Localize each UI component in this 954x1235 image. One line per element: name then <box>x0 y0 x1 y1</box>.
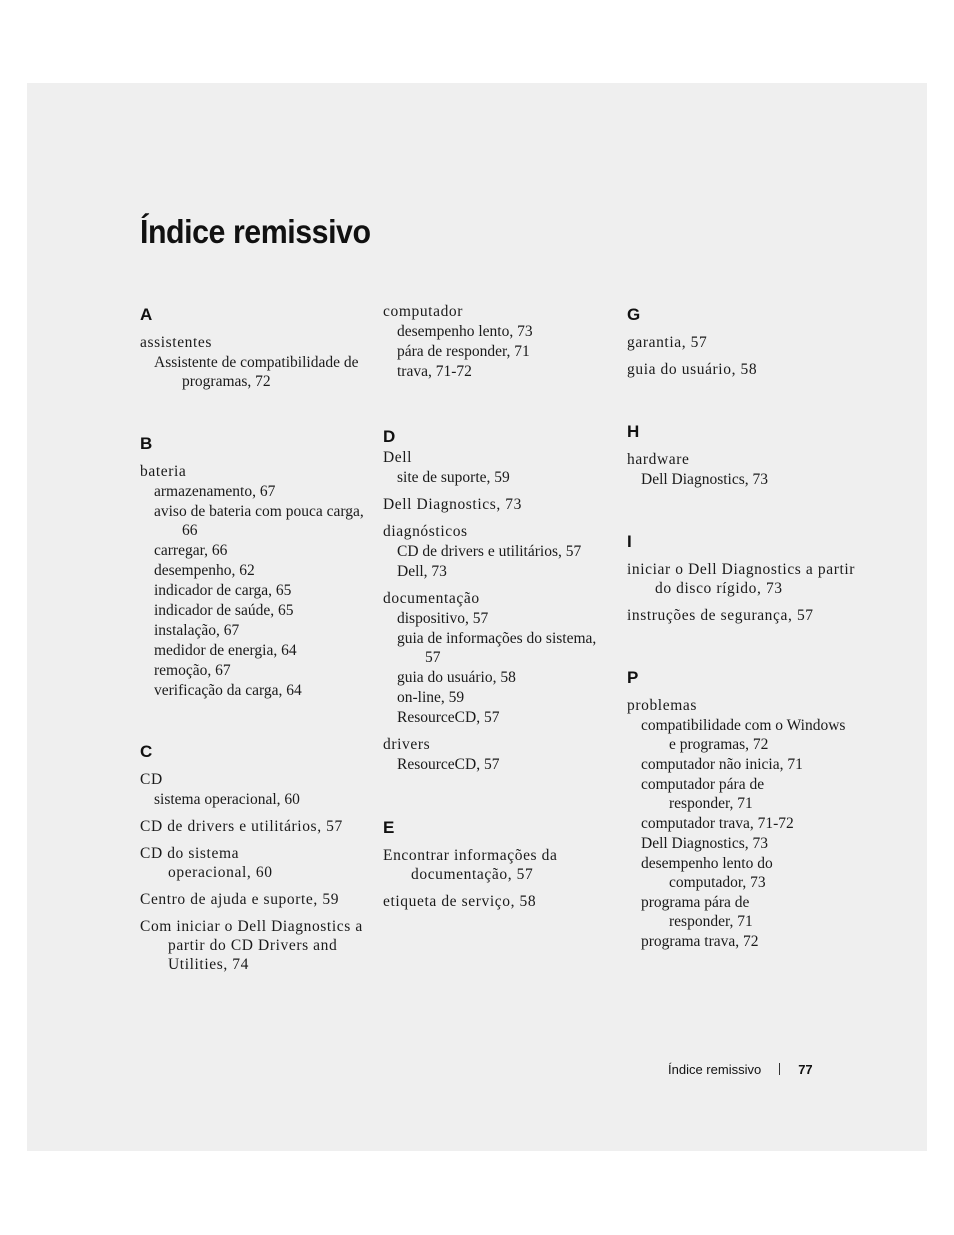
page-footer <box>668 1062 813 1077</box>
index-entry: documentação <box>383 590 480 607</box>
section-heading-p: P <box>627 668 639 687</box>
footer-label: Índice remissivo <box>668 1062 762 1077</box>
index-subentry: indicador de saúde, 65 <box>154 602 294 619</box>
index-subentry: desempenho lento do computador, 73 <box>641 855 773 891</box>
page-number: 77 <box>798 1062 813 1077</box>
index-subentry: computador trava, 71-72 <box>641 815 794 832</box>
index-column-2 <box>383 302 613 911</box>
index-subentry: verificação da carga, 64 <box>154 682 302 699</box>
index-subentry: desempenho lento, 73 <box>397 323 533 340</box>
index-subentry: carregar, 66 <box>154 542 228 559</box>
index-subentry: compatibilidade com o Windows e programas, 72 <box>641 717 846 753</box>
index-subentry: trava, 71-72 <box>397 363 472 380</box>
index-subentry: programa trava, 72 <box>641 933 759 950</box>
index-entry: bateria <box>140 463 187 480</box>
index-subentry: aviso de bateria com pouca carga, 66 <box>154 503 364 539</box>
section-heading-d: D <box>383 427 396 446</box>
index-entry: CD <box>140 771 163 788</box>
index-subentry: Dell Diagnostics, 73 <box>641 835 768 852</box>
index-subentry: on-line, 59 <box>397 689 465 706</box>
index-subentry: sistema operacional, 60 <box>154 791 300 808</box>
index-subentry: Assistente de compatibilidade de programas, 72 <box>154 354 359 390</box>
index-subentry: Dell, 73 <box>397 563 447 580</box>
index-subentry: pára de responder, 71 <box>397 343 530 360</box>
index-entry: guia do usuário, 58 <box>627 361 758 378</box>
index-subentry: computador pára de responder, 71 <box>641 776 765 812</box>
footer-separator <box>779 1063 780 1075</box>
section-heading-h: H <box>627 422 640 441</box>
page-title: Índice remissivo <box>140 213 371 250</box>
index-entry: CD do sistema operacional, 60 <box>140 845 273 881</box>
section-heading-g: G <box>627 305 641 324</box>
index-subentry: medidor de energia, 64 <box>154 642 297 659</box>
index-entry: instruções de segurança, 57 <box>627 607 814 624</box>
index-entry: iniciar o Dell Diagnostics a partir do disco rígido, 73 <box>627 561 856 597</box>
section-heading-c: C <box>140 742 153 761</box>
index-column-3 <box>627 305 857 951</box>
index-entry: Dell <box>383 449 413 466</box>
index-subentry: guia do usuário, 58 <box>397 669 516 686</box>
index-subentry: desempenho, 62 <box>154 562 255 579</box>
index-entry: CD de drivers e utilitários, 57 <box>140 818 343 835</box>
index-entry: drivers <box>383 736 431 753</box>
index-subentry: instalação, 67 <box>154 622 240 639</box>
index-entry: garantia, 57 <box>627 334 708 351</box>
section-heading-i: I <box>627 532 632 551</box>
index-entry: hardware <box>627 451 690 468</box>
index-subentry: remoção, 67 <box>154 662 231 679</box>
index-subentry: programa pára de responder, 71 <box>641 894 753 930</box>
index-entry: etiqueta de serviço, 58 <box>383 893 537 910</box>
index-column-1 <box>140 305 370 974</box>
index-subentry: Dell Diagnostics, 73 <box>641 471 768 488</box>
section-heading-a: A <box>140 305 153 324</box>
index-subentry: CD de drivers e utilitários, 57 <box>397 543 582 560</box>
index-entry: Dell Diagnostics, 73 <box>383 496 522 513</box>
index-entry: Com iniciar o Dell Diagnostics a partir do CD Drivers and Utilities, 74 <box>140 918 363 973</box>
index-subentry: armazenamento, 67 <box>154 483 276 500</box>
index-subentry: ResourceCD, 57 <box>397 709 500 726</box>
index-subentry: site de suporte, 59 <box>397 469 510 486</box>
index-entry: Centro de ajuda e suporte, 59 <box>140 891 340 908</box>
index-subentry: computador não inicia, 71 <box>641 756 803 773</box>
index-subentry: ResourceCD, 57 <box>397 756 500 773</box>
section-heading-b: B <box>140 434 153 453</box>
index-subentry: guia de informações do sistema, 57 <box>397 630 597 666</box>
section-heading-e: E <box>383 818 395 837</box>
index-entry: computador <box>383 303 464 320</box>
index-entry: assistentes <box>140 334 213 351</box>
index-entry: diagnósticos <box>383 523 468 540</box>
index-entry: problemas <box>627 697 697 714</box>
index-subentry: indicador de carga, 65 <box>154 582 292 599</box>
index-subentry: dispositivo, 57 <box>397 610 489 627</box>
index-entry: Encontrar informações da documentação, 57 <box>383 847 558 883</box>
